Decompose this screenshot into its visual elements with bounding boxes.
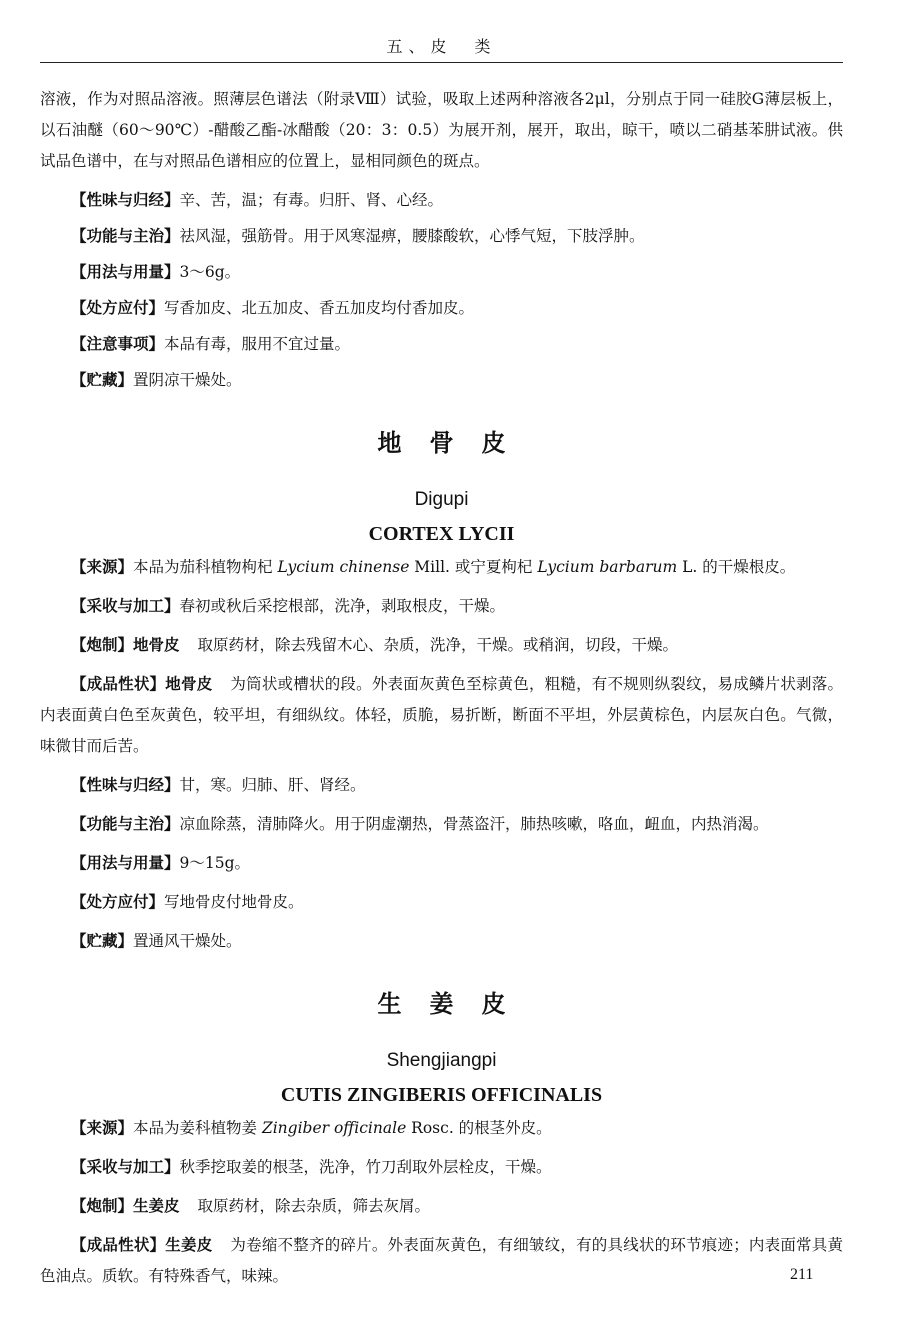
entry-label: 【功能与主治】 [71, 815, 180, 833]
digupi-prescription [40, 887, 843, 918]
running-header [40, 32, 843, 63]
entry-text: 甘，寒。归肺、肝、肾经。 [179, 776, 366, 794]
entry-text: 取原药材，除去杂质，筛去灰屑。 [197, 1197, 431, 1215]
entry-label: 【贮藏】 [71, 371, 134, 389]
page-number: 211 [790, 1266, 814, 1283]
source-text-1: 本品为茄科植物枸杞 [133, 558, 278, 576]
shengjiangpi-title: 生姜皮 [377, 989, 534, 1018]
entry-text: 9～15g。 [179, 854, 251, 872]
entry-label: 【功能与主治】 [71, 227, 180, 245]
entry-text: 写地骨皮付地骨皮。 [164, 893, 304, 911]
entry-text: 本品有毒，服用不宜过量。 [164, 335, 351, 353]
entry-text: 春初或秋后采挖根部，洗净，剥取根皮，干燥。 [179, 597, 506, 615]
entry-label: 【成品性状】 [71, 675, 166, 693]
shengjiangpi-source [40, 1113, 843, 1144]
source-text-1: 本品为姜科植物姜 [133, 1119, 262, 1137]
entry-label: 【炮制】 [71, 1197, 134, 1215]
digupi-title: 地骨皮 [377, 428, 534, 457]
entry-label: 【成品性状】 [71, 1236, 166, 1254]
digupi-latin-name: CORTEX LYCII [368, 523, 515, 545]
scientific-name-2: Lycium barbarum [537, 558, 678, 576]
digupi-character [40, 669, 843, 762]
entry-label: 【来源】 [71, 1119, 134, 1137]
entry-label: 【采收与加工】 [71, 597, 180, 615]
intro-entry-dosage [40, 257, 843, 288]
entry-text: 秋季挖取姜的根茎，洗净，竹刀刮取外层栓皮，干燥。 [179, 1158, 552, 1176]
entry-text: 为筒状或槽状的段。外表面灰黄色至棕黄色，粗糙，有不规则纵裂纹，易成鳞片状剥落。内表面黄白色至灰黄色，较平坦，有细纵纹。体轻，质脆，易折断，断面不平坦，外层黄棕色，内层灰白色。气微，味微甘而后苦。 [40, 675, 843, 755]
entry-text: 祛风湿，强筋骨。用于风寒湿痹，腰膝酸软，心悸气短，下肢浮肿。 [179, 227, 645, 245]
entry-label: 【贮藏】 [71, 932, 134, 950]
entry-label: 【来源】 [71, 558, 134, 576]
digupi-pinyin: Digupi [414, 489, 469, 510]
intro-entry-prescription [40, 293, 843, 324]
source-text-2: Mill. 或宁夏枸杞 [409, 558, 538, 576]
digupi-nature [40, 770, 843, 801]
entry-sublabel: 生姜皮 [165, 1236, 213, 1254]
digupi-storage [40, 926, 843, 957]
scientific-name-1: Zingiber officinale [261, 1119, 407, 1137]
entry-label: 【采收与加工】 [71, 1158, 180, 1176]
digupi-harvest [40, 591, 843, 622]
shengjiangpi-latin-name: CUTIS ZINGIBERIS OFFICINALIS [280, 1084, 603, 1106]
entry-text: 取原药材，除去残留木心、杂质，洗净，干燥。或稍润，切段，干燥。 [197, 636, 679, 654]
entry-sublabel: 生姜皮 [133, 1197, 180, 1215]
entry-text: 辛、苦，温；有毒。归肝、肾、心经。 [179, 191, 444, 209]
digupi-processing [40, 630, 843, 661]
entry-text: 凉血除蒸，清肺降火。用于阴虚潮热，骨蒸盗汗，肺热咳嗽，咯血，衄血，内热消渴。 [179, 815, 769, 833]
entry-label: 【处方应付】 [71, 299, 165, 317]
digupi-source [40, 552, 843, 583]
shengjiangpi-harvest [40, 1152, 843, 1183]
intro-entry-storage [40, 365, 843, 396]
intro-entry-nature [40, 185, 843, 216]
shengjiangpi-character [40, 1230, 843, 1292]
entry-sublabel: 地骨皮 [165, 675, 213, 693]
page-content [40, 84, 843, 1300]
entry-label: 【处方应付】 [71, 893, 165, 911]
entry-text: 为卷缩不整齐的碎片。外表面灰黄色，有细皱纹，有的具线状的环节痕迹；内表面常具黄色油点。质软。有特殊香气，味辣。 [40, 1236, 843, 1285]
intro-paragraph: 溶液，作为对照品溶液。照薄层色谱法（附录Ⅷ）试验，吸取上述两种溶液各2μl，分别点于同一硅胶G薄层板上，以石油醚（60～90℃）-醋酸乙酯-冰醋酸（20：3：0.5）为展开剂，展开，取出，晾干，喷以二硝基苯肼试液。供试品色谱中，在与对照品色谱相应的位置上，显相同颜色的斑点。 [40, 90, 843, 170]
intro-entry-function [40, 221, 843, 252]
entry-text: 3～6g。 [179, 263, 241, 281]
scientific-name-1: Lycium chinense [277, 558, 410, 576]
entry-text: 写香加皮、北五加皮、香五加皮均付香加皮。 [164, 299, 475, 317]
shengjiangpi-pinyin: Shengjiangpi [386, 1050, 497, 1071]
shengjiangpi-processing [40, 1191, 843, 1222]
entry-sublabel: 地骨皮 [133, 636, 180, 654]
entry-label: 【炮制】 [71, 636, 134, 654]
entry-label: 【性味与归经】 [71, 776, 180, 794]
digupi-dosage [40, 848, 843, 879]
digupi-function [40, 809, 843, 840]
intro-entry-caution [40, 329, 843, 360]
entry-label: 【注意事项】 [71, 335, 165, 353]
source-text-3: L. 的干燥根皮。 [677, 558, 796, 576]
entry-label: 【用法与用量】 [71, 854, 180, 872]
entry-text: 置通风干燥处。 [133, 932, 242, 950]
source-text-2: Rosc. 的根茎外皮。 [406, 1119, 552, 1137]
entry-text: 置阴凉干燥处。 [133, 371, 242, 389]
entry-label: 【性味与归经】 [71, 191, 180, 209]
entry-label: 【用法与用量】 [71, 263, 180, 281]
header-text: 五、皮 类 [386, 37, 497, 56]
